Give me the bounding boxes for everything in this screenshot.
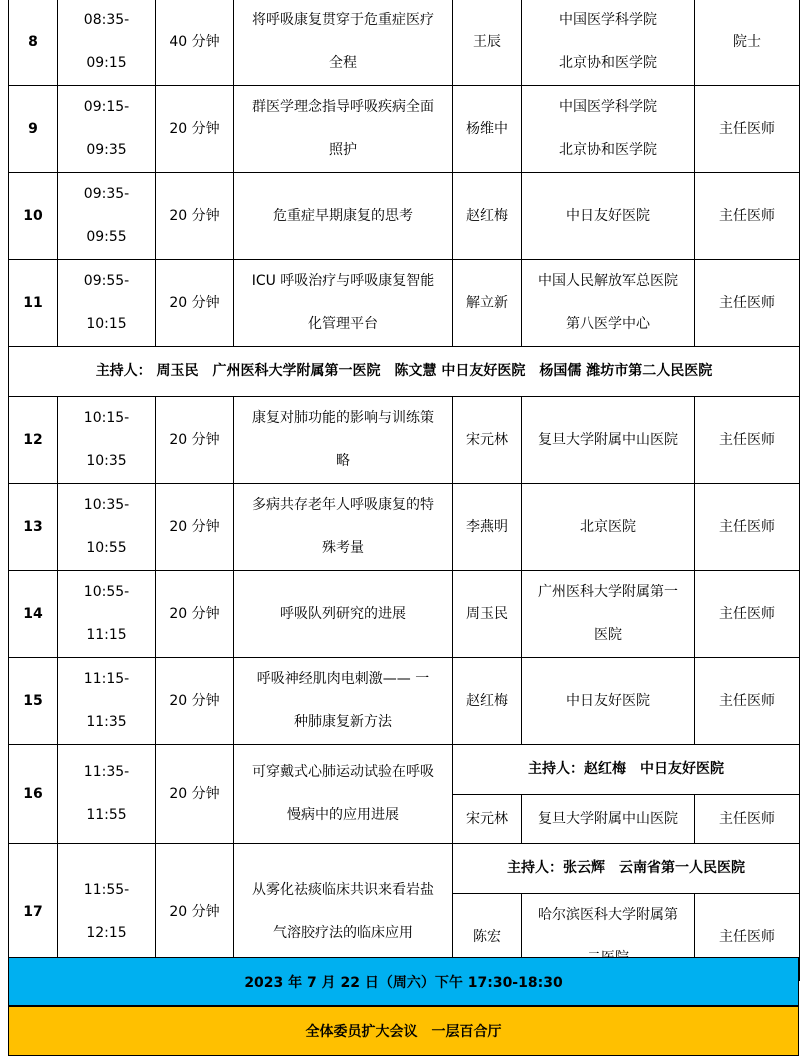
speaker-rank: 主任医师 [695,260,800,347]
speaker-org [522,658,695,745]
session-title-line: 略 [336,453,350,469]
table-row [9,173,800,260]
session-title-line: 可穿戴式心肺运动试验在呼吸 [252,764,434,780]
session-title-line: 全程 [329,55,357,71]
session-title [234,658,453,745]
table-row [9,86,800,173]
speaker-name: 赵红梅 [453,173,522,260]
session-duration: 20 分钟 [156,745,234,844]
session-date-bar [8,957,799,1006]
session-title-line: 多病共存老年人呼吸康复的特 [252,497,434,513]
speaker-name: 宋元林 [453,397,522,484]
speaker-rank: 主任医师 [695,795,800,844]
session-time: 11:55-12:15 [58,844,156,981]
session-duration: 20 分钟 [156,260,234,347]
speaker-rank: 院士 [695,0,800,86]
host-info: 主持人：张云辉 云南省第一人民医院 [453,844,800,894]
agenda-table [8,0,800,981]
table-row [9,260,800,347]
session-number: 13 [9,484,58,571]
speaker-name: 赵红梅 [453,658,522,745]
table-row [9,0,800,86]
session-title-line: 种肺康复新方法 [294,714,392,730]
speaker-name: 周玉民 [453,571,522,658]
speaker-name: 解立新 [453,260,522,347]
session-title [234,484,453,571]
session-number: 11 [9,260,58,347]
session-time: 10:35-10:55 [58,484,156,571]
session-title [234,0,453,86]
meeting-title: 全体委员扩大会议 一层百合厅 [305,1024,502,1040]
session-title-line: 危重症早期康复的思考 [273,207,413,224]
speaker-org-line: 北京医院 [580,518,636,535]
speaker-name: 陈宏 [453,894,522,981]
session-number: 16 [9,745,58,844]
session-title-line: 化管理平台 [308,316,378,332]
session-number: 14 [9,571,58,658]
session-time: 11:35-11:55 [58,745,156,844]
host-row [9,347,800,397]
session-duration: 20 分钟 [156,658,234,745]
session-time: 09:35-09:55 [58,173,156,260]
session-title-line: 呼吸队列研究的进展 [280,605,406,622]
session-title [234,86,453,173]
session-time: 10:15-10:35 [58,397,156,484]
session-time: 10:55-11:15 [58,571,156,658]
session-duration: 40 分钟 [156,0,234,86]
session-title-line: 殊考量 [322,540,364,556]
table-row [9,844,800,894]
session-date: 2023 年 7 月 22 日（周六）下午 17:30-18:30 [244,974,563,991]
meeting-bar [8,1006,799,1056]
speaker-org [522,86,695,173]
table-row [9,484,800,571]
session-number: 8 [9,0,58,86]
speaker-rank: 主任医师 [695,173,800,260]
host-info: 主持人：赵红梅 中日友好医院 [453,745,800,795]
speaker-org-line: 复旦大学附属中山医院 [538,431,678,448]
speaker-name: 宋元林 [453,795,522,844]
host-info: 主持人： 周玉民 广州医科大学附属第一医院 陈文慧 中日友好医院 杨国儒 潍坊市第二人民医院 [9,347,800,397]
speaker-org-line: 第八医学中心 [566,316,650,332]
session-duration: 20 分钟 [156,844,234,981]
speaker-name: 王辰 [453,0,522,86]
table-row [9,397,800,484]
table-row [9,571,800,658]
session-duration: 20 分钟 [156,173,234,260]
speaker-org-line: 中国医学科学院 [559,99,657,115]
speaker-org-line: 医院 [594,627,622,643]
speaker-org [522,484,695,571]
speaker-org [522,397,695,484]
session-duration: 20 分钟 [156,86,234,173]
session-title-line: ICU 呼吸治疗与呼吸康复智能 [251,273,435,289]
speaker-org [522,260,695,347]
session-time: 09:15-09:35 [58,86,156,173]
speaker-rank: 主任医师 [695,397,800,484]
session-number: 10 [9,173,58,260]
speaker-org [522,0,695,86]
speaker-org-line: 中国人民解放军总医院 [538,273,678,289]
speaker-org-line: 中日友好医院 [566,207,650,224]
speaker-org-line: 北京协和医学院 [559,55,657,71]
session-title-line: 将呼吸康复贯穿于危重症医疗 [252,12,434,28]
speaker-name: 李燕明 [453,484,522,571]
session-number: 12 [9,397,58,484]
speaker-name: 杨维中 [453,86,522,173]
session-title-line: 照护 [329,142,357,158]
session-duration: 20 分钟 [156,484,234,571]
session-title [234,260,453,347]
session-duration: 20 分钟 [156,397,234,484]
session-title [234,173,453,260]
session-time: 08:35-09:15 [58,0,156,86]
speaker-org-line: 广州医科大学附属第一 [538,584,678,600]
session-title [234,571,453,658]
speaker-rank: 主任医师 [695,484,800,571]
session-title-line: 呼吸神经肌肉电刺激—— 一 [256,671,430,687]
speaker-org [522,571,695,658]
session-title [234,397,453,484]
table-row [9,658,800,745]
session-title [234,745,453,844]
speaker-rank: 主任医师 [695,658,800,745]
table-row [9,745,800,795]
speaker-org-line: 中日友好医院 [566,692,650,709]
speaker-org-line: 复旦大学附属中山医院 [538,810,678,827]
session-number: 17 [9,844,58,981]
speaker-org-line: 哈尔滨医科大学附属第 [538,907,678,923]
session-time: 11:15-11:35 [58,658,156,745]
session-duration: 20 分钟 [156,571,234,658]
session-title-line: 气溶胶疗法的临床应用 [273,925,413,941]
speaker-rank: 主任医师 [695,571,800,658]
speaker-org-line: 中国医学科学院 [559,12,657,28]
session-time: 09:55-10:15 [58,260,156,347]
session-number: 15 [9,658,58,745]
speaker-rank: 主任医师 [695,86,800,173]
session-title-line: 群医学理念指导呼吸疾病全面 [252,99,434,115]
speaker-rank: 主任医师 [695,894,800,981]
session-number: 9 [9,86,58,173]
speaker-org [522,795,695,844]
session-title-line: 康复对肺功能的影响与训练策 [252,410,434,426]
session-title-line: 慢病中的应用进展 [287,807,399,823]
session-title-line: 从雾化祛痰临床共识来看岩盐 [252,882,434,898]
speaker-org [522,173,695,260]
speaker-org-line: 北京协和医学院 [559,142,657,158]
